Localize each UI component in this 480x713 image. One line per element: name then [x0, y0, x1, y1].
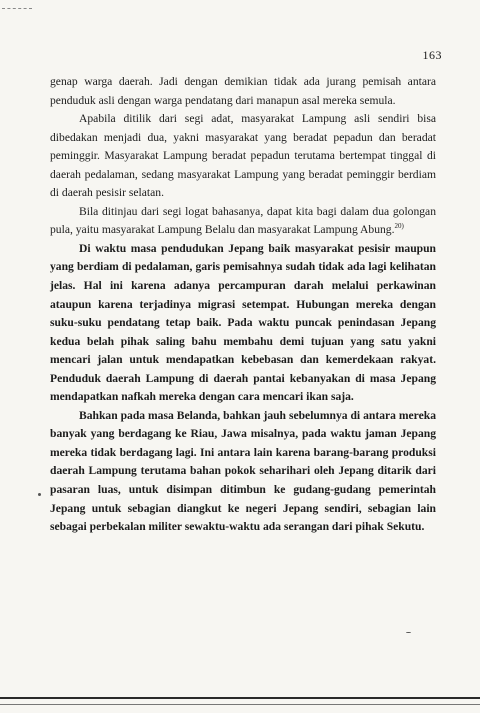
paragraph-logat — [50, 203, 436, 240]
paragraph-logat-text: Bila ditinjau dari segi logat bahasanya, dapat kita bagi dalam dua golongan pula, yaitu masyarakat Lampung Belalu dan masyarakat Lampung Abung. — [50, 204, 436, 237]
body-text — [50, 73, 436, 537]
paragraph-continuation: genap warga daerah. Jadi dengan demikian tidak ada jurang pemisah antara penduduk asli dengan warga pendatang dari manapun asal mereka semula. — [50, 75, 436, 107]
scan-bottom-edge — [0, 697, 480, 699]
scan-speck — [406, 632, 411, 633]
page-number: 163 — [422, 48, 442, 62]
paragraph-pendudukan-jepang: Di waktu masa pendudukan Jepang baik masyarakat pesisir maupun yang berdiam di pedalaman, garis pemisahnya sudah tidak ada lagi kelihatan jelas. Hal ini karena adanya percampuran darah melalui perkawinan ataupun karena terjadinya migrasi setempat. Hubungan mereka dengan suku-suku pendatang tetap baik. Pada waktu puncak penindasan Jepang kedua belah pihak saling bahu membahu demi tujuan yang satu yakni mencari jalan untuk mendapatkan kebebasan dan kemerdekaan rakyat. Penduduk daerah Lampung di daerah pantai kebanyakan di masa Jepang mendapatkan nafkah mereka dengan cara mencari ikan saja. — [50, 241, 436, 404]
scan-bottom-edge-thin — [0, 704, 480, 705]
paragraph-adat: Apabila ditilik dari segi adat, masyarakat Lampung asli sendiri bisa dibedakan menjadi dua, yakni masyarakat yang beradat pepadun dan beradat peminggir. Masyarakat Lampung beradat pepadun terutama bertempat tinggal di daerah pedalaman, sedang masyarakat Lampung yang beradat peminggir berdiam di daerah pesisir selatan. — [50, 112, 436, 200]
footnote-marker: 20) — [394, 222, 404, 231]
scan-edge-mark — [2, 8, 32, 10]
paragraph-masa-belanda: Bahkan pada masa Belanda, bahkan jauh sebelumnya di antara mereka banyak yang berdagang ke Riau, Jawa misalnya, pada waktu jaman Jepang mereka tidak berdagang lagi. Ini antara lain karena barang-barang produksi daerah Lampung terutama bahan pokok seharihari oleh Jepang ditarik dari pasaran luas, untuk disimpan ditimbun ke gudang-gudang pemerintah Jepang untuk sebagian diangkut ke negeri Jepang sendiri, sebagian lain sebagai perbekalan militer sewaktu-waktu ada serangan dari pihak Sekutu. — [50, 408, 436, 534]
scan-speck — [38, 493, 41, 496]
